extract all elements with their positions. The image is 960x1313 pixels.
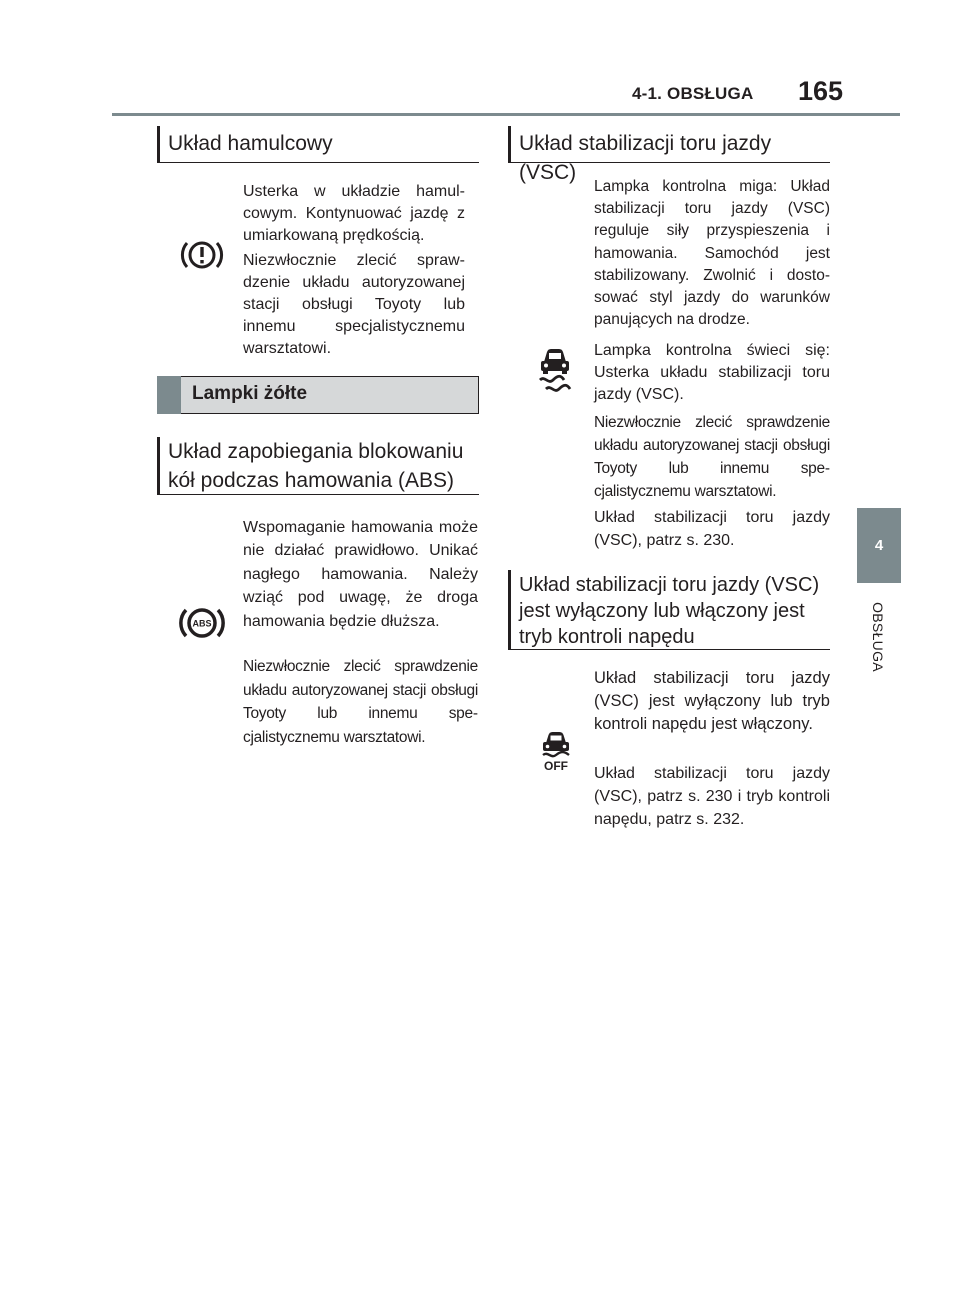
vsc-off-text-1: Układ stabilizacji toru jazdy (VSC) jest wyłączony lub tryb kontroli napędu jest włączony. bbox=[594, 669, 830, 733]
header-divider bbox=[112, 113, 900, 116]
vsc-title: Układ stabilizacji toru jazdy (VSC) bbox=[519, 132, 772, 184]
vsc-off-icon-text: OFF bbox=[544, 759, 568, 772]
vsc-off-heading bbox=[508, 570, 830, 650]
vsc-off-title-line-2: jest wyłączony lub włączony jest bbox=[519, 600, 805, 622]
vsc-text-2: Lampka kontrolna świeci się: Usterka układu stabilizacji toru jazdy (VSC). bbox=[594, 342, 830, 403]
page-number: 165 bbox=[798, 76, 844, 106]
vsc-off-icon bbox=[538, 730, 574, 772]
brake-text-1: Usterka w układzie hamulcowym. Kontynuować jazdę z umiarkowaną prędkością. bbox=[243, 183, 465, 244]
vsc-text-1: Lampka kontrolna miga: Układ stabilizacji toru jazdy (VSC) reguluje siły przyspieszenia i hamowania. Samochód jest stabilizowany. Zwolnić i dostosować styl jazdy do warunków panujących na drodze. bbox=[594, 178, 830, 329]
abs-title-line-1: Układ zapobiegania blokowaniu bbox=[168, 440, 464, 463]
chapter-label bbox=[860, 592, 896, 682]
abs-icon-text: ABS bbox=[192, 618, 212, 629]
brake-warning-icon bbox=[180, 236, 224, 274]
brake-system-heading bbox=[157, 126, 479, 163]
chapter-label-text: OBSŁUGA bbox=[870, 602, 886, 672]
abs-text-1: Wspomaganie hamowania może nie działać prawidłowo. Unikać nagłego hamowania. Należy wziąć pod uwagę, że droga hamowania będzie dłuższa. bbox=[243, 519, 478, 630]
vsc-off-title-line-1: Układ stabilizacji toru jazdy (VSC) bbox=[519, 574, 820, 596]
yellow-lamps-header bbox=[157, 376, 479, 414]
vsc-off-text-2: Układ stabilizacji toru jazdy (VSC), patrz s. 230 i tryb kontroli napędu, patrz s. 232. bbox=[594, 765, 830, 828]
yellow-lamps-header-bar bbox=[157, 376, 181, 414]
vsc-text-3: Niezwłocznie zlecić sprawdzenie układu autoryzowanej stacji obsługi Toyoty lub innemu specjalistycznemu warsztatowi. bbox=[594, 414, 830, 500]
section-title: 4-1. OBSŁUGA bbox=[632, 84, 754, 103]
chapter-tab[interactable]: 4 bbox=[857, 508, 901, 583]
abs-title-line-2: kół podczas hamowania (ABS) bbox=[168, 469, 454, 492]
abs-icon bbox=[178, 604, 226, 642]
brake-text-2: Niezwłocznie zlecić sprawdzenie układu autoryzowanej stacji obsługi Toyoty lub innemu specjalistycznemu warsztatowi. bbox=[243, 252, 465, 357]
abs-heading bbox=[157, 437, 479, 495]
vsc-heading bbox=[508, 126, 830, 184]
yellow-lamps-title: Lampki żółte bbox=[192, 383, 308, 404]
vsc-icon bbox=[536, 346, 574, 392]
brake-system-title: Układ hamulcowy bbox=[168, 132, 333, 155]
abs-text-2: Niezwłocznie zlecić sprawdzenie układu autoryzowanej stacji obsługi Toyoty lub innemu specjalistycznemu warsztatowi. bbox=[243, 658, 478, 746]
vsc-off-title-line-3: tryb kontroli napędu bbox=[519, 626, 695, 648]
vsc-text-4: Układ stabilizacji toru jazdy (VSC), patrz s. 230. bbox=[594, 509, 830, 549]
